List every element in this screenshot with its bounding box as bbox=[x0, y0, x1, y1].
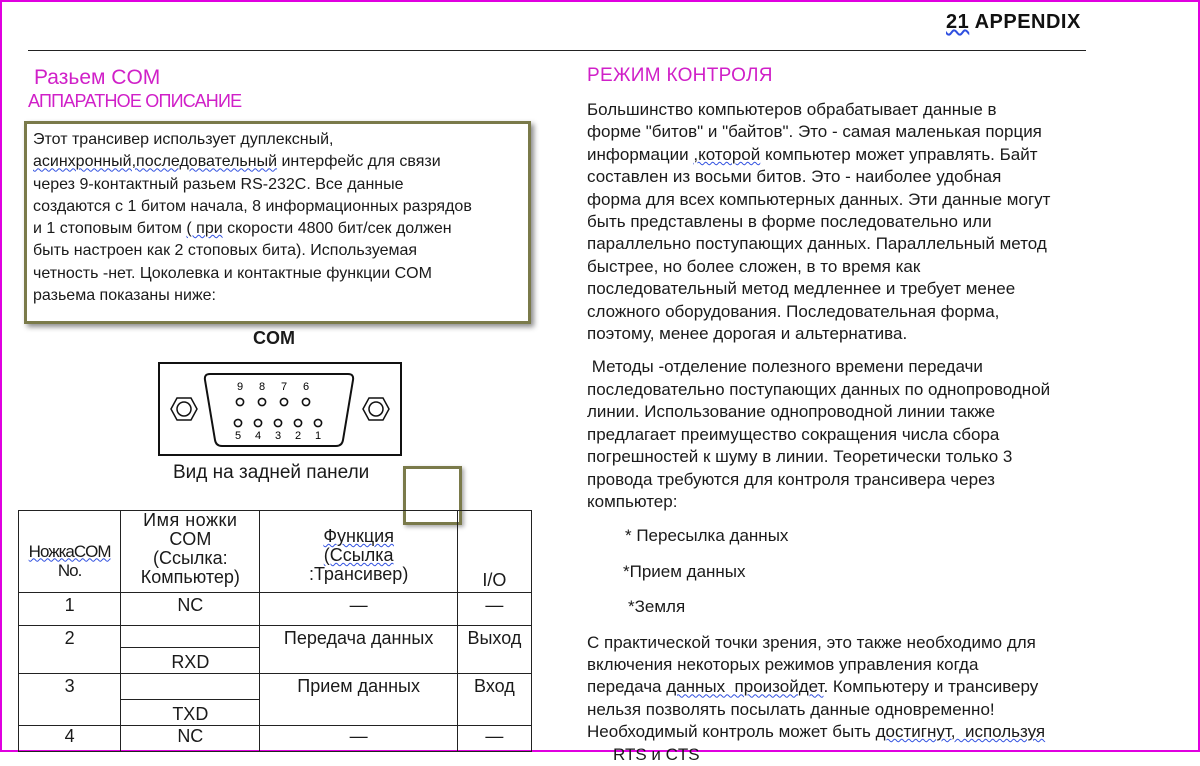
text-span: передача bbox=[587, 677, 667, 697]
callout-line: создаются с 1 битом начала, 8 информационных разрядов bbox=[33, 197, 472, 215]
header-rule bbox=[28, 50, 1086, 51]
callout-line bbox=[33, 151, 533, 173]
cell-pin-no: 4 bbox=[19, 726, 121, 752]
text-line: быть представлены в форме последовательно или bbox=[587, 212, 992, 232]
cell-pin-name-empty bbox=[121, 626, 260, 648]
cell-function: — bbox=[260, 593, 457, 626]
text-line: быстрее, но более сложен, в то время как bbox=[587, 256, 921, 276]
pin-label: 9 bbox=[236, 381, 244, 393]
pin-4 bbox=[254, 419, 261, 426]
spell-marked-text: данных произойдет bbox=[666, 677, 824, 697]
page-number: 21 bbox=[946, 11, 970, 33]
header-text: I/O bbox=[482, 570, 507, 590]
header-text: Функция bbox=[323, 526, 394, 546]
cell-io: Выход bbox=[457, 626, 531, 674]
header-text: :Трансивер) bbox=[308, 564, 409, 584]
text-line: линии. Использование однопроводной линии также bbox=[587, 402, 996, 422]
header-text: (Ссылка bbox=[323, 545, 394, 565]
cell-function: — bbox=[260, 726, 457, 752]
header-cell-function bbox=[260, 511, 457, 593]
pin-label: 2 bbox=[294, 430, 302, 442]
screw-left-hole bbox=[177, 402, 191, 416]
text-span: . Компьютеру и трансиверу bbox=[823, 677, 1039, 697]
cell-pin-name: RXD bbox=[121, 648, 260, 674]
page-header bbox=[946, 11, 1081, 34]
bullet-item: *Прием данных bbox=[623, 561, 746, 581]
pin-7 bbox=[280, 398, 287, 405]
callout-text-span: скорости 4800 бит/сек должен bbox=[222, 220, 452, 238]
header-cell-pin-name bbox=[121, 511, 260, 593]
cell-function: Прием данных bbox=[260, 674, 457, 726]
text-line: параллельно поступающих данных. Параллельный метод bbox=[587, 234, 1047, 254]
callout-line bbox=[33, 218, 533, 240]
text-line: поэтому, менее дорогая и альтернатива. bbox=[587, 324, 908, 344]
spell-marked-text: ( при bbox=[186, 220, 223, 238]
cell-pin-no: 3 bbox=[19, 674, 121, 726]
text-span: Необходимый контроль может быть bbox=[587, 722, 876, 742]
screw-right-hole bbox=[369, 402, 383, 416]
text-line: погрешностей к шуму в линии. Теоретически только 3 bbox=[587, 447, 1013, 467]
cell-pin-name-empty bbox=[121, 674, 260, 700]
db9-connector-diagram bbox=[158, 362, 402, 456]
table-row bbox=[19, 674, 532, 700]
pin-8 bbox=[258, 398, 265, 405]
header-text: No. bbox=[57, 560, 82, 580]
right-column-text bbox=[587, 99, 1087, 766]
pinout-table bbox=[18, 510, 532, 752]
page-header-title: APPENDIX bbox=[974, 11, 1081, 33]
text-line: сложного оборудования. Последовательная форма, bbox=[587, 301, 1000, 321]
connector-title: COM bbox=[253, 328, 295, 348]
pin-label: 4 bbox=[254, 430, 262, 442]
callout-text-span: интерфейс для связи bbox=[277, 153, 441, 171]
header-text: Имя ножки bbox=[143, 510, 238, 530]
table-row bbox=[19, 726, 532, 752]
pin-label: 5 bbox=[234, 430, 242, 442]
text-line: провода требуются для контроля трансивера через bbox=[587, 469, 995, 489]
cell-io: — bbox=[457, 726, 531, 752]
header-text: COM bbox=[169, 529, 212, 549]
cell-io: — bbox=[457, 593, 531, 626]
pin-label: 6 bbox=[302, 381, 310, 393]
pin-label: 1 bbox=[314, 430, 322, 442]
cell-pin-name: NC bbox=[121, 593, 260, 626]
callout-line: четность -нет. Цоколевка и контактные функции COM bbox=[33, 264, 432, 282]
table-row bbox=[19, 593, 532, 626]
header-text: (Ссылка: bbox=[152, 548, 228, 568]
text-line: форме "битов" и "байтов". Это - самая маленькая порция bbox=[587, 122, 1042, 142]
text-line: последовательно поступающих данных по однопроводной bbox=[587, 379, 1051, 399]
spell-marked-text: асинхронный,последовательный bbox=[33, 153, 278, 171]
cell-pin-no: 1 bbox=[19, 593, 121, 626]
pin-1 bbox=[314, 419, 321, 426]
text-line: составлен из восьми битов. Это - наиболее удобная bbox=[587, 167, 1002, 187]
paragraph-3 bbox=[587, 632, 1087, 766]
cell-pin-no: 2 bbox=[19, 626, 121, 674]
pin-9 bbox=[236, 398, 243, 405]
spell-marked-text: достигнут, используя bbox=[875, 722, 1046, 742]
text-span: информации bbox=[587, 144, 694, 164]
header-text: НожкаCOM bbox=[28, 541, 111, 561]
text-line: Методы -отделение полезного времени передачи bbox=[587, 357, 983, 377]
table-row bbox=[19, 626, 532, 648]
text-line: последовательный метод медленнее и требует менее bbox=[587, 279, 1016, 299]
text-line: нельзя позволять посылать данные одновременно! bbox=[587, 699, 995, 719]
pin-6 bbox=[302, 398, 309, 405]
text-line: включения некоторых режимов управления когда bbox=[587, 654, 979, 674]
pin-3 bbox=[274, 419, 281, 426]
header-cell-pin-no bbox=[19, 511, 121, 593]
callout-text bbox=[33, 129, 533, 307]
text-line: Большинство компьютеров обрабатывает данные в bbox=[587, 100, 997, 119]
paragraph-1 bbox=[587, 99, 1087, 345]
spell-marked-text: ,которой bbox=[693, 144, 761, 164]
callout-line: Этот трансивер использует дуплексный, bbox=[33, 131, 334, 148]
left-heading: Разьем COM bbox=[34, 66, 161, 89]
cell-pin-name: NC bbox=[121, 726, 260, 752]
bullet-item: *Земля bbox=[628, 597, 686, 617]
pin-5 bbox=[234, 419, 241, 426]
bullet-item: * Пересылка данных bbox=[625, 526, 789, 546]
header-text: Компьютер) bbox=[140, 567, 240, 587]
callout-line: быть настроен как 2 стоповых бита). Используемая bbox=[33, 242, 418, 260]
table-header-row bbox=[19, 511, 532, 593]
rear-panel-caption: Вид на задней панели bbox=[173, 462, 370, 483]
cell-function: Передача данных bbox=[260, 626, 457, 674]
pin-2 bbox=[294, 419, 301, 426]
text-line: форма для всех компьютерных данных. Эти данные могут bbox=[587, 189, 1051, 209]
text-line: предлагает преимущество сокращения числа сбора bbox=[587, 424, 1000, 444]
cell-pin-name: TXD bbox=[121, 700, 260, 726]
header-cell-io bbox=[457, 511, 531, 593]
pin-label: 7 bbox=[280, 381, 288, 393]
right-heading: РЕЖИМ КОНТРОЛЯ bbox=[587, 65, 773, 86]
text-line: С практической точки зрения, это также необходимо для bbox=[587, 632, 1036, 652]
cell-io: Вход bbox=[457, 674, 531, 726]
text-line: RTS и CTS bbox=[613, 744, 700, 764]
pin-label: 3 bbox=[274, 430, 282, 442]
callout-text-span: и 1 стоповым битом bbox=[33, 220, 187, 238]
text-line: компьютер: bbox=[587, 491, 678, 511]
paragraph-2 bbox=[587, 356, 1087, 513]
left-subheading: АППАРАТНОЕ ОПИСАНИЕ bbox=[28, 91, 242, 111]
text-span: компьютер может управлять. Байт bbox=[760, 144, 1038, 164]
callout-line: разьема показаны ниже: bbox=[33, 287, 216, 305]
pin-label: 8 bbox=[258, 381, 266, 393]
callout-line: через 9-контактный разьем RS-232С. Все данные bbox=[33, 175, 404, 193]
